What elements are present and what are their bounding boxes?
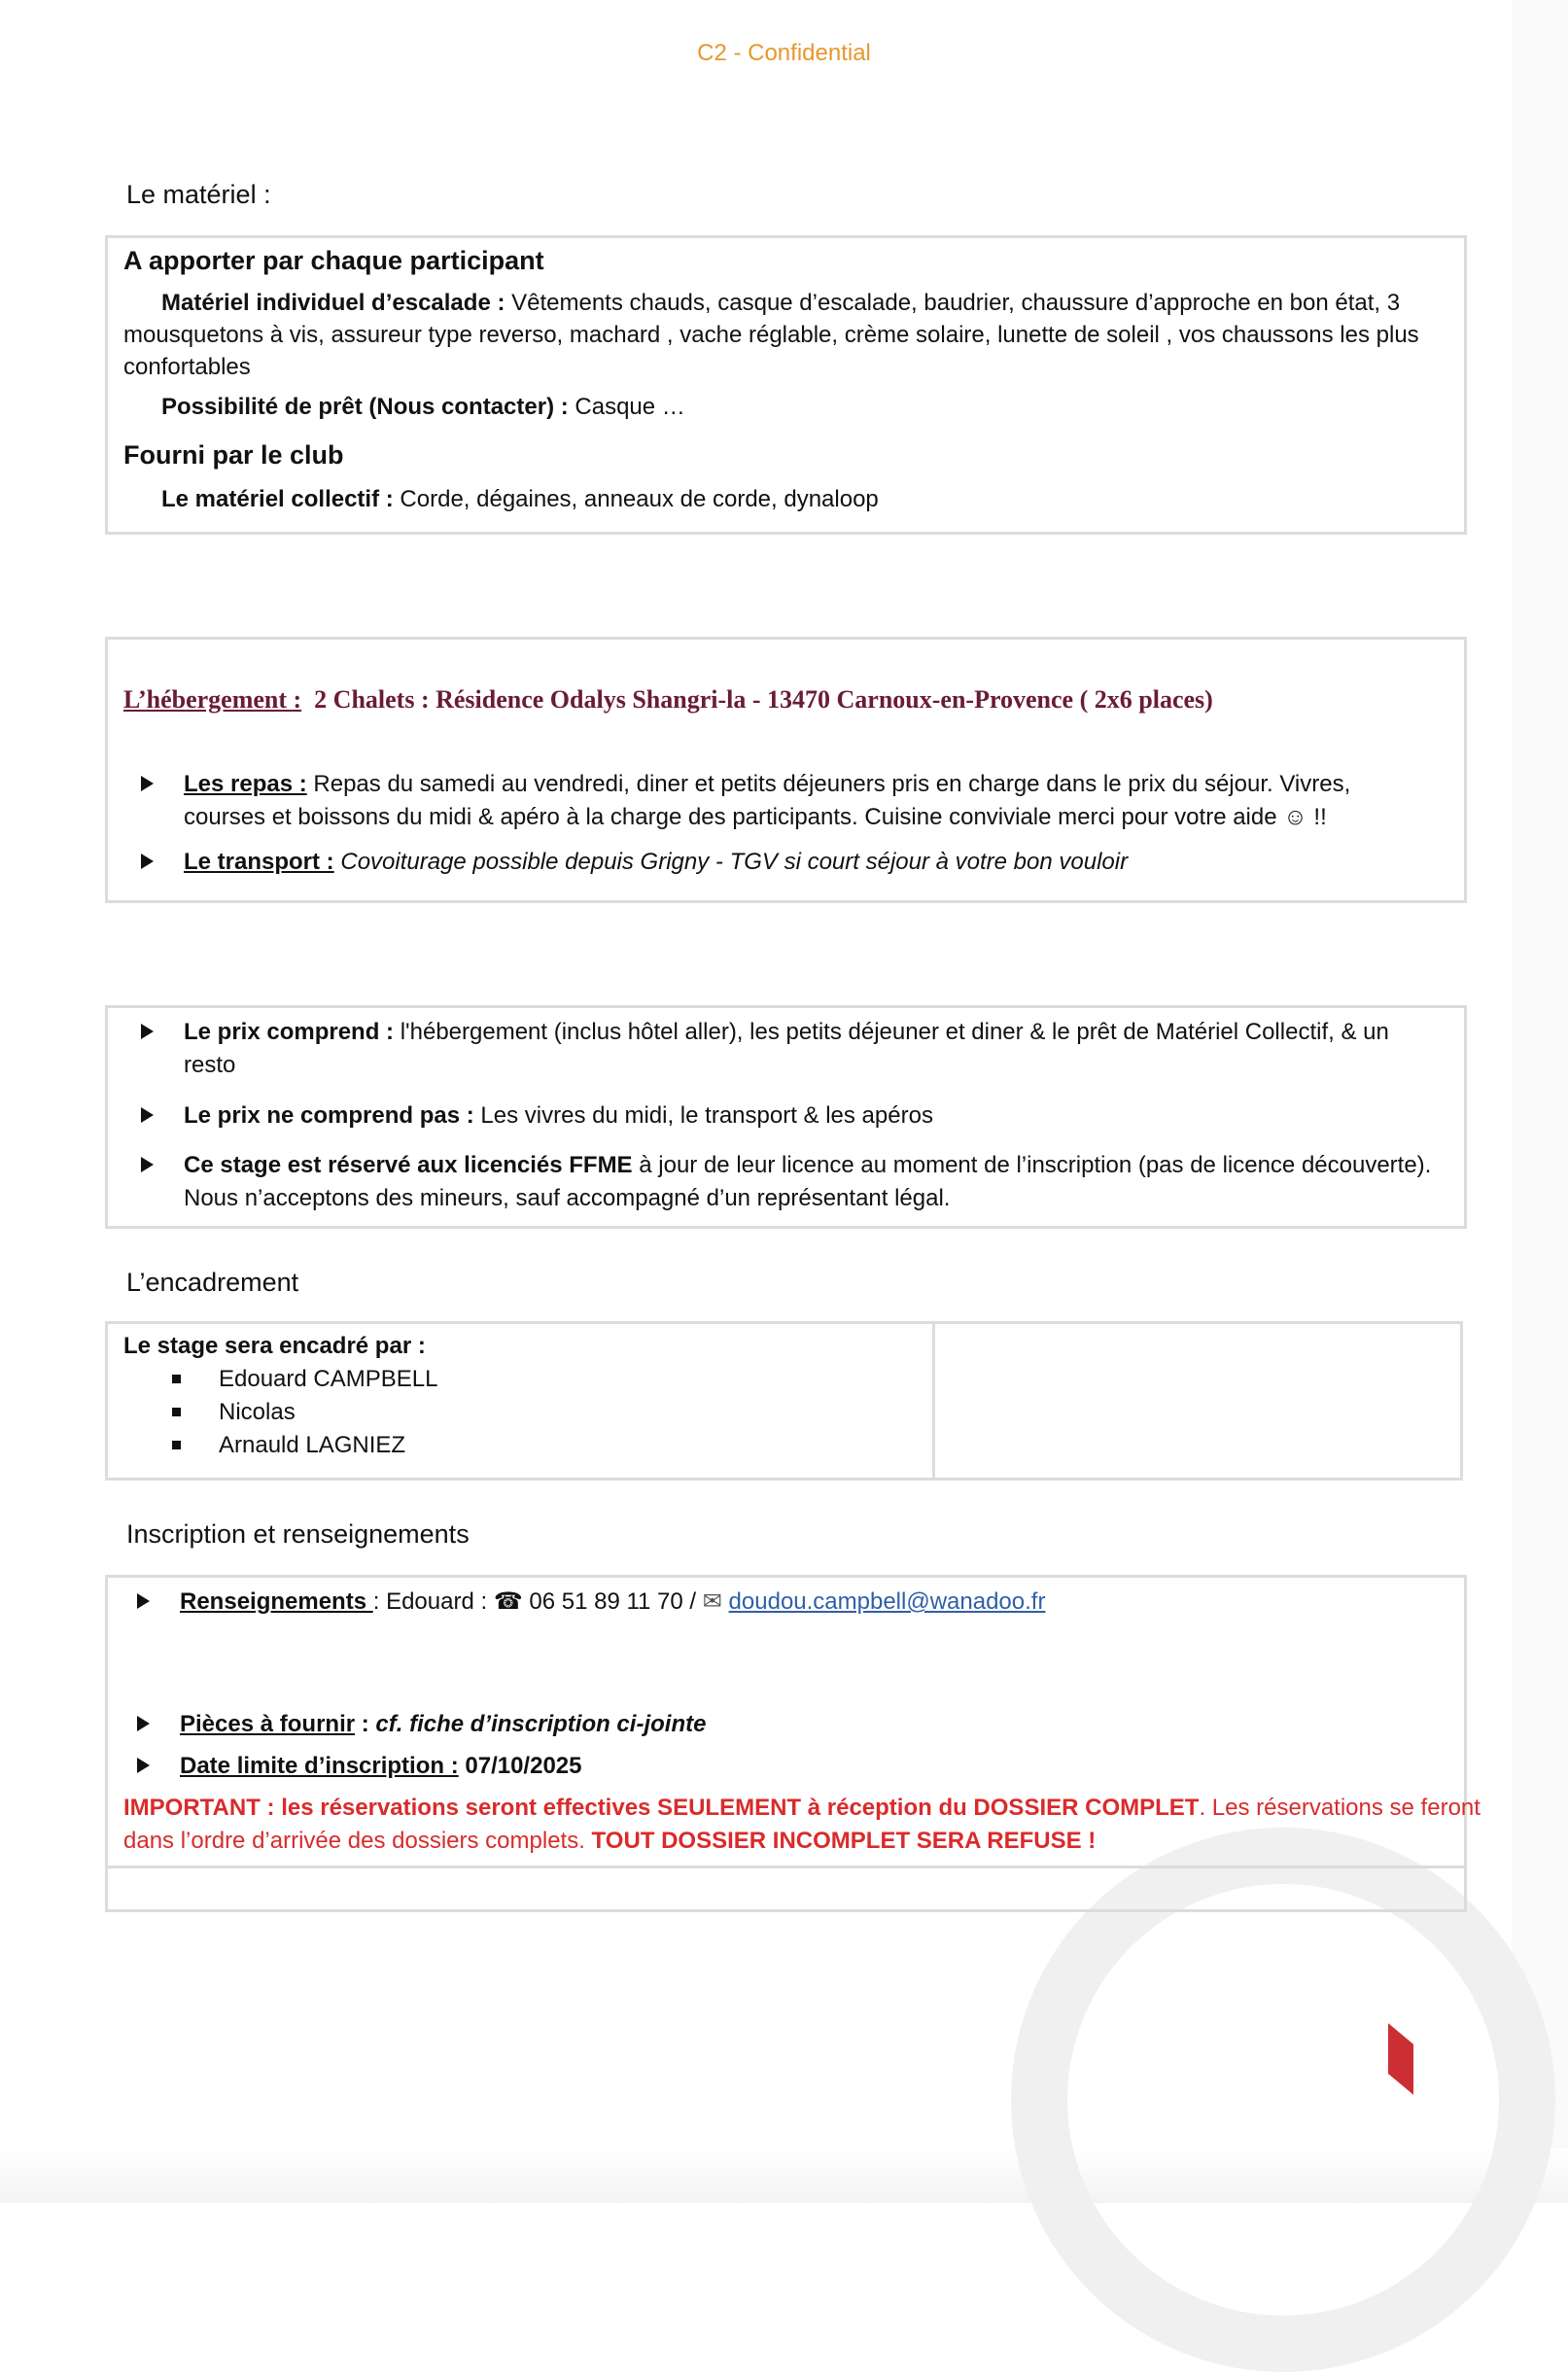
phone-icon: ☎ bbox=[493, 1588, 523, 1615]
participant-heading: A apporter par chaque participant bbox=[123, 246, 544, 275]
encadrement-box bbox=[105, 1321, 1463, 1481]
pret-line bbox=[161, 391, 685, 424]
individuel-label: Matériel individuel d’escalade : bbox=[161, 290, 505, 316]
pieces-sep: : bbox=[355, 1711, 376, 1737]
repas-line2: courses et boissons du midi & apéro à la charge des participants. Cuisine conviviale merci pour votre aide ☺ !! bbox=[184, 804, 1327, 830]
reserve-line1 bbox=[184, 1149, 1431, 1182]
important-line1 bbox=[123, 1792, 1481, 1825]
section-title-inscription: Inscription et renseignements bbox=[126, 1519, 470, 1549]
confidential-label: C2 - Confidential bbox=[697, 40, 871, 66]
reserve-label: Ce stage est réservé aux licenciés FFME bbox=[184, 1152, 633, 1178]
watermark-strip bbox=[1512, 0, 1568, 2203]
inscription-box bbox=[105, 1575, 1481, 1912]
prix-ne-comprend-text: Les vivres du midi, le transport & les apéros bbox=[473, 1102, 933, 1129]
bullet-square-icon bbox=[172, 1375, 181, 1383]
prix-ne-comprend-line bbox=[184, 1099, 933, 1133]
encadrant-item: Edouard CAMPBELL bbox=[219, 1366, 438, 1392]
individuel-line3: confortables bbox=[123, 354, 251, 380]
bullet-triangle-icon bbox=[137, 1716, 150, 1731]
date-line bbox=[180, 1750, 582, 1783]
pieces-line bbox=[180, 1708, 706, 1741]
transport-label: Le transport : bbox=[184, 849, 334, 875]
individuel-line1 bbox=[161, 287, 1400, 320]
individuel-text1: Vêtements chauds, casque d’escalade, baudrier, chaussure d’approche en bon état, 3 bbox=[505, 290, 1401, 316]
mail-icon: ✉ bbox=[702, 1588, 722, 1615]
pieces-text: cf. fiche d’inscription ci-jointe bbox=[375, 1711, 707, 1737]
prix-ne-comprend-label: Le prix ne comprend pas : bbox=[184, 1102, 474, 1129]
encadrement-divider bbox=[932, 1324, 935, 1478]
bullet-triangle-icon bbox=[137, 1593, 150, 1609]
phone-number: 06 51 89 11 70 / bbox=[522, 1588, 703, 1615]
bullet-triangle-icon bbox=[137, 1758, 150, 1773]
pret-text: Casque … bbox=[568, 394, 685, 420]
important-text2: dans l’ordre d’arrivée des dossiers complets. bbox=[123, 1828, 592, 1854]
repas-label: Les repas : bbox=[184, 771, 307, 797]
repas-line1 bbox=[184, 768, 1350, 801]
hebergement-label: L’hébergement : bbox=[123, 685, 302, 714]
bullet-square-icon bbox=[172, 1408, 181, 1416]
bullet-triangle-icon bbox=[141, 776, 154, 791]
reserve-line2: Nous n’acceptons des mineurs, sauf accompagné d’un représentant légal. bbox=[184, 1185, 951, 1211]
prix-comprend-line2: resto bbox=[184, 1052, 236, 1078]
email-link[interactable]: doudou.campbell@wanadoo.fr bbox=[728, 1588, 1046, 1615]
prix-comprend-label: Le prix comprend : bbox=[184, 1019, 395, 1045]
transport-line bbox=[184, 846, 1128, 879]
reserve-text1: à jour de leur licence au moment de l’inscription (pas de licence découverte). bbox=[632, 1152, 1432, 1178]
pieces-label: Pièces à fournir bbox=[180, 1711, 356, 1737]
important-text1: . Les réservations se feront bbox=[1199, 1795, 1481, 1821]
important-bold1: IMPORTANT : les réservations seront effectives SEULEMENT à réception du DOSSIER COMPLET bbox=[123, 1795, 1200, 1821]
encadrant-item: Arnauld LAGNIEZ bbox=[219, 1432, 406, 1458]
transport-text: Covoiturage possible depuis Grigny - TGV si court séjour à votre bon vouloir bbox=[333, 849, 1129, 875]
renseignements-label: Renseignements bbox=[180, 1588, 373, 1615]
collectif-line bbox=[161, 483, 879, 516]
section-title-materiel: Le matériel : bbox=[126, 180, 271, 209]
date-label: Date limite d’inscription : bbox=[180, 1753, 459, 1779]
repas-text1: Repas du samedi au vendredi, diner et petits déjeuners pris en charge dans le prix du séjour. Vivres, bbox=[306, 771, 1351, 797]
materiel-box bbox=[105, 235, 1467, 535]
individuel-line2: mousquetons à vis, assureur type reverso, machard , vache réglable, crème solaire, lunette de soleil , vos chaussons les plus bbox=[123, 322, 1419, 348]
date-value: 07/10/2025 bbox=[458, 1753, 582, 1779]
important-line2 bbox=[123, 1825, 1096, 1858]
bullet-square-icon bbox=[172, 1441, 181, 1449]
club-heading: Fourni par le club bbox=[123, 440, 344, 470]
hebergement-line bbox=[123, 683, 1213, 716]
prix-comprend-text1: l'hébergement (inclus hôtel aller), les petits déjeuner et diner & le prêt de Matériel Collectif, & un bbox=[394, 1019, 1389, 1045]
encadrement-heading: Le stage sera encadré par : bbox=[123, 1333, 426, 1359]
section-title-encadrement: L’encadrement bbox=[126, 1268, 299, 1297]
hebergement-box bbox=[105, 637, 1467, 903]
bullet-triangle-icon bbox=[141, 1107, 154, 1123]
hebergement-text: 2 Chalets : Résidence Odalys Shangri-la - 13470 Carnoux-en-Provence ( 2x6 places) bbox=[314, 685, 1213, 714]
bullet-triangle-icon bbox=[141, 1157, 154, 1172]
renseignements-text: : Edouard : bbox=[372, 1588, 494, 1615]
pret-label: Possibilité de prêt (Nous contacter) : bbox=[161, 394, 569, 420]
bullet-triangle-icon bbox=[141, 854, 154, 869]
collectif-label: Le matériel collectif : bbox=[161, 486, 394, 512]
encadrant-item: Nicolas bbox=[219, 1399, 296, 1425]
prix-box bbox=[105, 1005, 1467, 1229]
bullet-triangle-icon bbox=[141, 1024, 154, 1039]
inscription-bottom-row-divider bbox=[108, 1866, 1464, 1868]
collectif-text: Corde, dégaines, anneaux de corde, dynaloop bbox=[393, 486, 879, 512]
renseignements-line bbox=[180, 1586, 1045, 1619]
prix-comprend-line1 bbox=[184, 1016, 1389, 1049]
important-bold2: TOUT DOSSIER INCOMPLET SERA REFUSE ! bbox=[591, 1828, 1097, 1854]
